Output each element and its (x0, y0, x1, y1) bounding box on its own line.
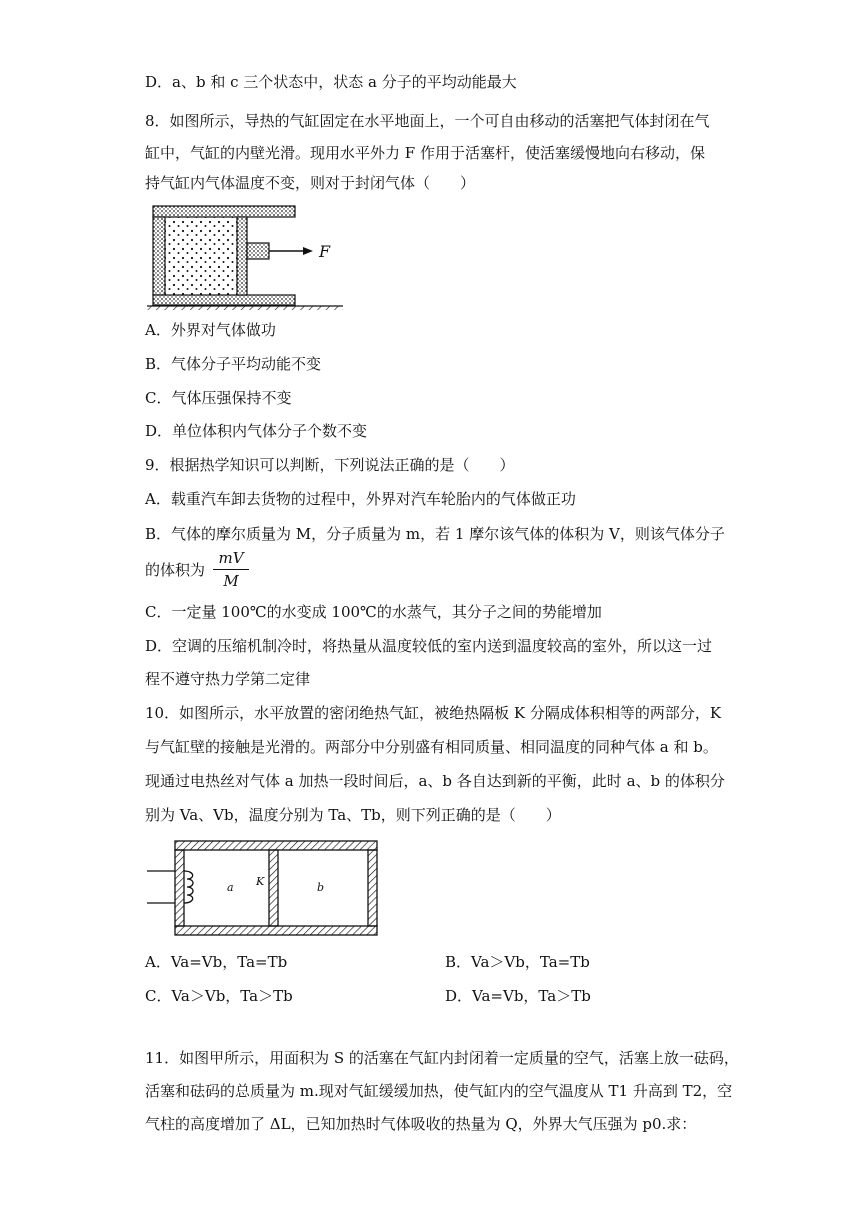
q9-stem: 9．根据热学知识可以判断，下列说法正确的是（ ） (145, 456, 515, 474)
q8-stem-line-2: 缸中，气缸的内壁光滑。现用水平外力 F 作用于活塞杆，使活塞缓慢地向右移动，保 (145, 144, 705, 162)
q10-label-b: b (317, 881, 325, 894)
q9-option-d-line-1: D．空调的压缩机制冷时，将热量从温度较低的室内送到温度较高的室外，所以这一过 (145, 637, 713, 655)
q10-option-c: C．Va＞Vb，Ta＞Tb (145, 987, 293, 1005)
q10-cylinder-figure (145, 838, 380, 940)
q8-option-b: B．气体分子平均动能不变 (145, 355, 322, 373)
q10-stem-line-4: 别为 Va、Vb，温度分别为 Ta、Tb，则下列正确的是（ ） (145, 806, 561, 824)
q9-option-b-line-2: 的体积为 (145, 561, 206, 579)
q9-option-b-line-1: B．气体的摩尔质量为 M，分子质量为 m，若 1 摩尔该气体的体积为 V，则该气体分子 (145, 525, 725, 543)
q8-option-a: A．外界对气体做功 (145, 321, 276, 339)
q10-stem-line-2: 与气缸壁的接触是光滑的。两部分中分别盛有相同质量、相同温度的同种气体 a 和 b。 (145, 738, 718, 756)
q10-option-b: B．Va＞Vb，Ta=Tb (445, 953, 590, 971)
q11-stem-line-2: 活塞和砝码的总质量为 m.现对气缸缓缓加热，使气缸内的空气温度从 T1 升高到 T2，空 (145, 1082, 733, 1100)
q9-fraction-numerator: mV (218, 549, 244, 567)
q11-stem-line-3: 气柱的高度增加了 ΔL，已知加热时气体吸收的热量为 Q，外界大气压强为 p0.求： (145, 1115, 697, 1133)
q10-option-a: A．Va=Vb，Ta=Tb (145, 953, 288, 971)
q10-label-k: K (256, 875, 265, 888)
q8-stem-line-3: 持气缸内气体温度不变，则对于封闭气体（ ） (145, 174, 476, 192)
q10-stem-line-3: 现通过电热丝对气体 a 加热一段时间后，a、b 各自达到新的平衡，此时 a、b 的体积分 (145, 772, 725, 790)
q8-cylinder-figure (145, 202, 345, 310)
q7-option-d: D．a、b 和 c 三个状态中，状态 a 分子的平均动能最大 (145, 73, 517, 91)
q9-option-c: C．一定量 100℃的水变成 100℃的水蒸气，其分子之间的势能增加 (145, 603, 602, 621)
q9-option-d-line-2: 程不遵守热力学第二定律 (145, 670, 311, 688)
q8-stem-line-1: 8．如图所示，导热的气缸固定在水平地面上，一个可自由移动的活塞把气体封闭在气 (145, 112, 710, 130)
q9-option-a: A．载重汽车卸去货物的过程中，外界对汽车轮胎内的气体做正功 (145, 490, 576, 508)
q10-option-d: D．Va=Vb，Ta＞Tb (445, 987, 591, 1005)
q11-stem-line-1: 11．如图甲所示，用面积为 S 的活塞在气缸内封闭着一定质量的空气，活塞上放一砝码， (145, 1049, 739, 1067)
q8-option-d: D．单位体积内气体分子个数不变 (145, 422, 368, 440)
q8-option-c: C．气体压强保持不变 (145, 389, 292, 407)
q9-fraction-denominator: M (223, 572, 239, 590)
q10-stem-line-1: 10．如图所示，水平放置的密闭绝热气缸，被绝热隔板 K 分隔成体积相等的两部分，K (145, 704, 722, 722)
q9-fraction (211, 549, 251, 590)
q10-label-a: a (227, 881, 234, 894)
q8-force-label: F (319, 242, 331, 261)
